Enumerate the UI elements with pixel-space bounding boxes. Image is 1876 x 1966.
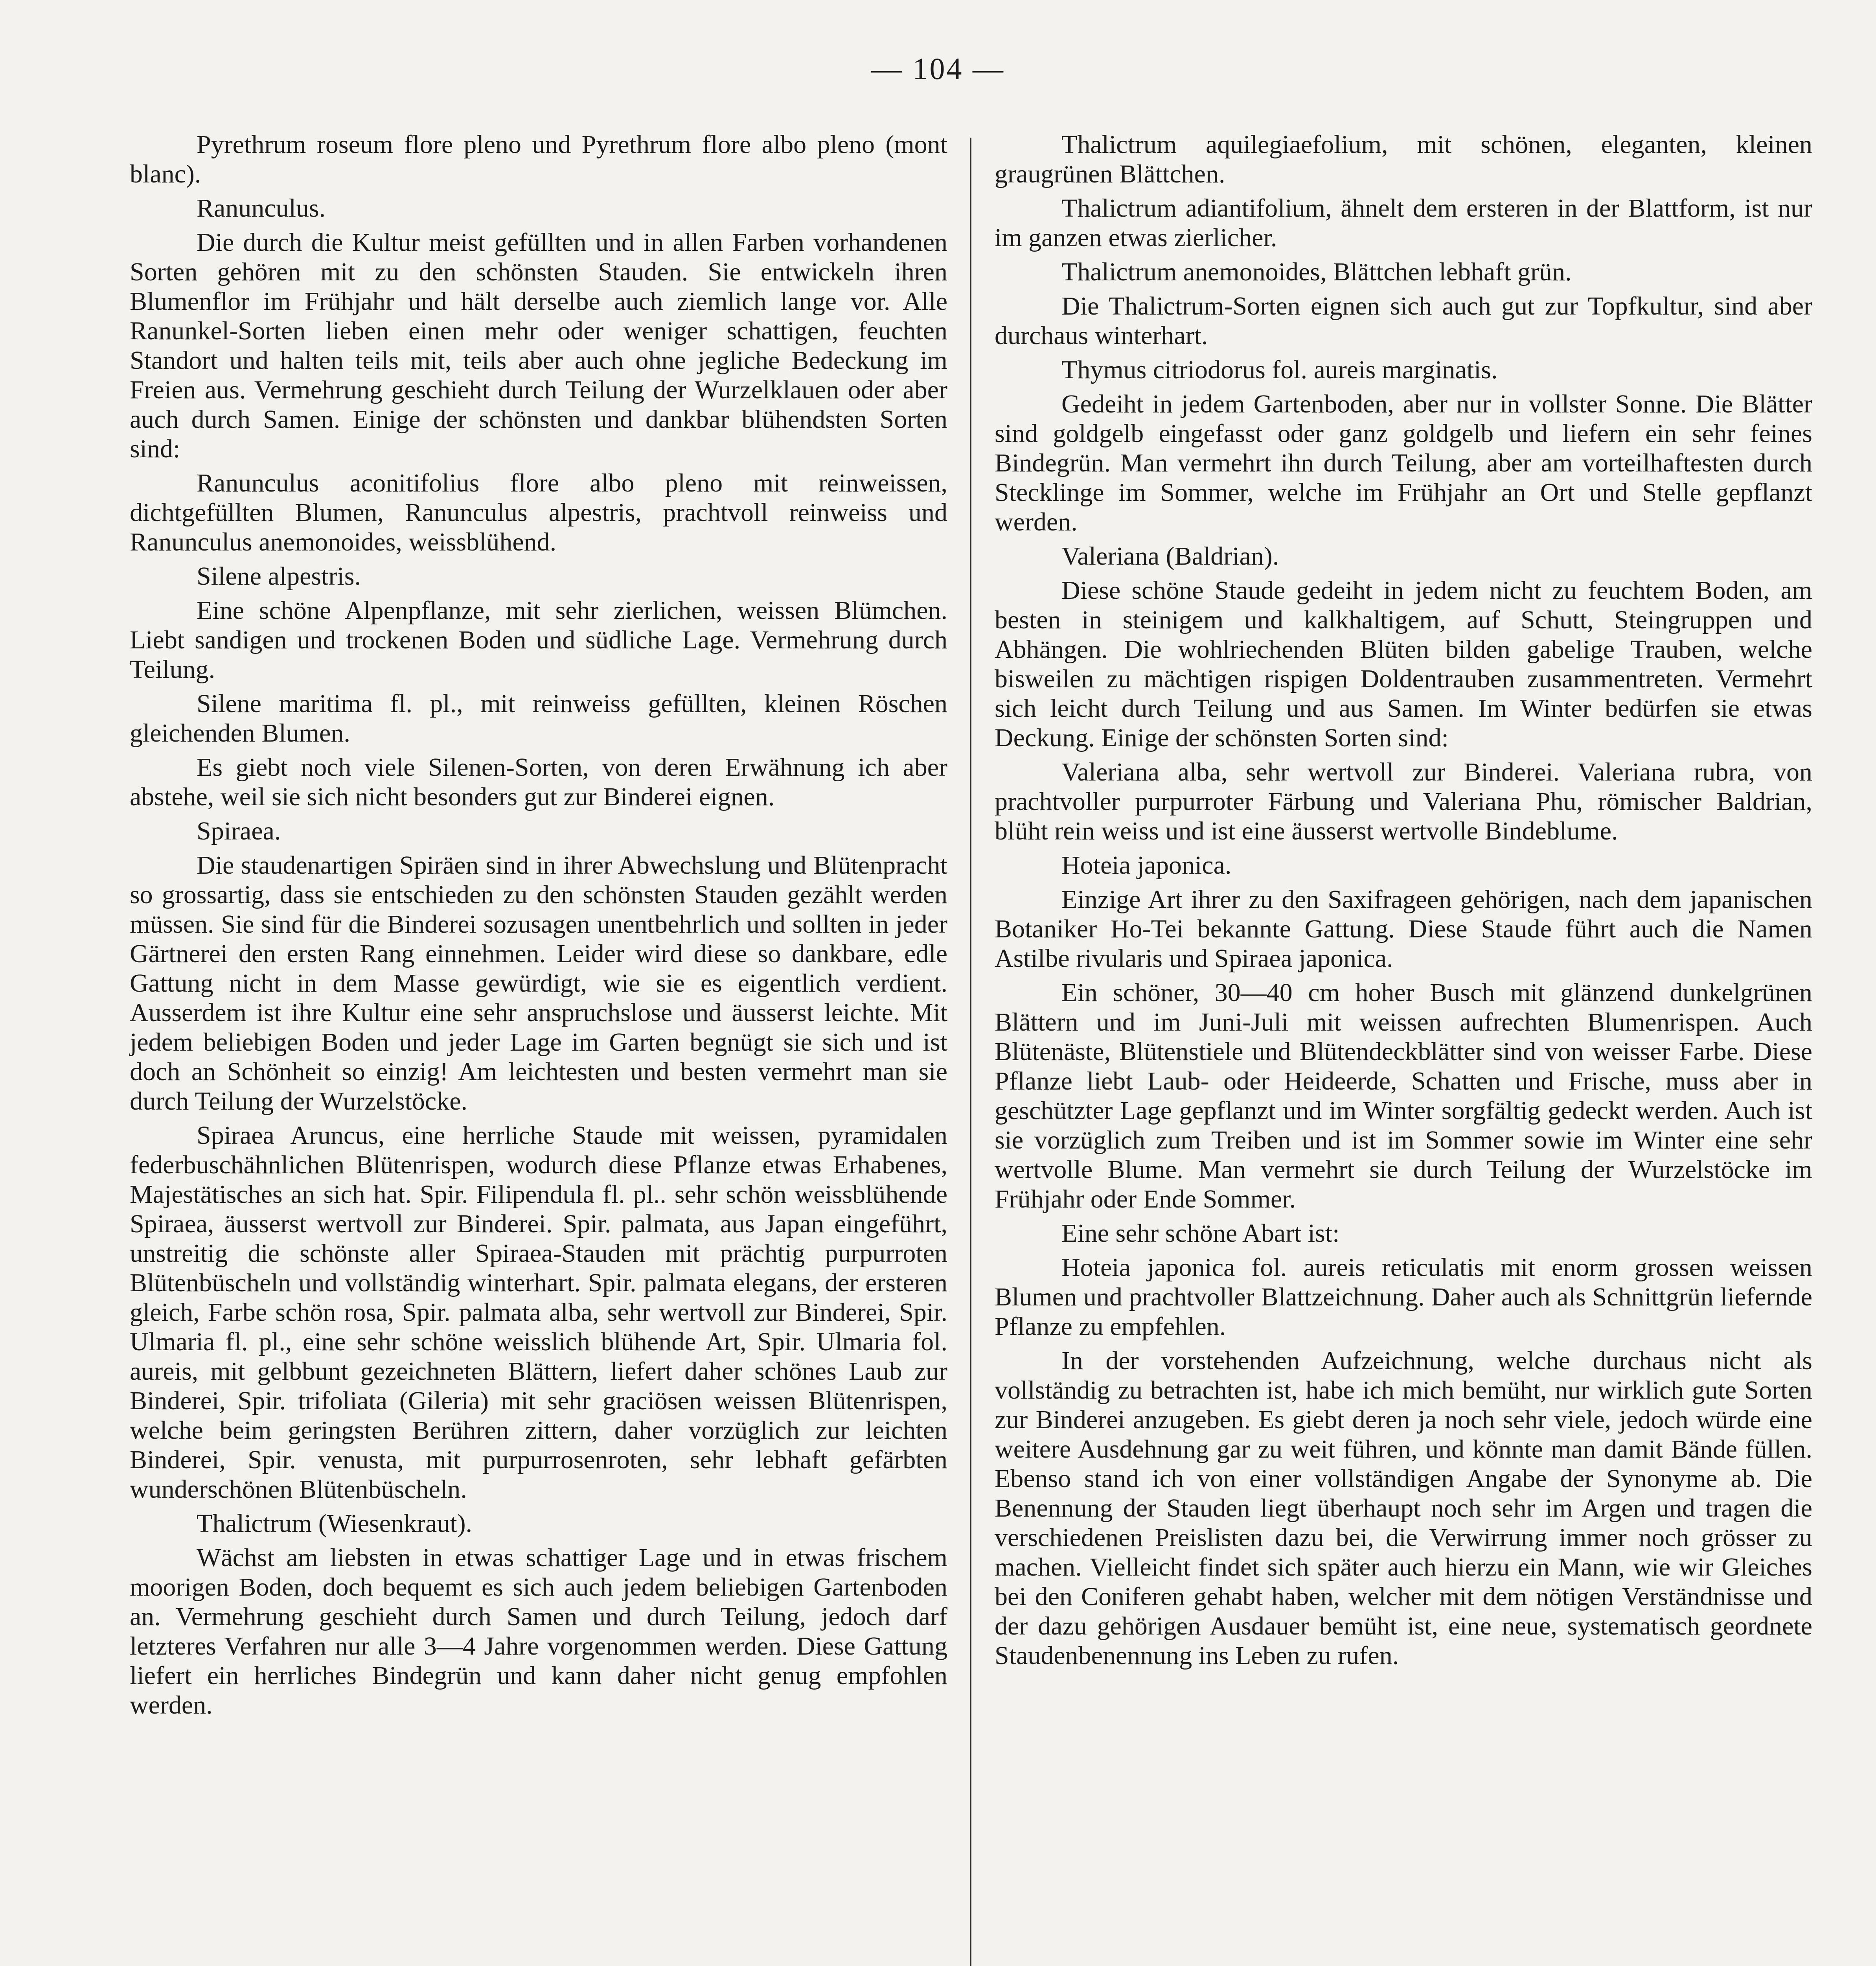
paragraph: Spiraea Aruncus, eine herrliche Staude mit weissen, pyramidalen federbuschähnlichen Blütenrispen, wodurch diese Pflanze etwas Erhabenes, Majestätisches an sich hat. Spir. Filipendula fl. pl.. sehr schön weissblühende Spiraea, äusserst wertvoll zur Binderei. Spir. palmata, aus Japan eingeführt, unstreitig die schönste aller Spiraea-Stauden mit prächtig purpurroten Blütenbüscheln und vollständig winterhart. Spir. palmata elegans, der ersteren gleich, Farbe schön rosa, Spir. palmata alba, sehr wertvoll zur Binderei, Spir. Ulmaria fl. pl., eine sehr schöne weisslich blühende Art, Spir. Ulmaria fol. aureis, mit gelbbunt gezeichneten Blättern, liefert daher schönes Laub zur Binderei, Spir. trifoliata (Gileria) mit sehr graciösen weissen Blütenrispen, welche beim geringsten Berühren zittern, daher vorzüglich zur leichten Binderei, Spir. venusta, mit purpurrosenroten, sehr lebhaft gefärbten wunderschönen Blütenbüscheln. xyxy=(130,1121,947,1504)
section-heading: Ranunculus. xyxy=(197,194,326,223)
paragraph: Eine schöne Alpenpflanze, mit sehr zierlichen, weissen Blümchen. Liebt sandigen und trockenen Boden und südliche Lage. Vermehrung durch Teilung. xyxy=(130,596,947,684)
paragraph: Pyrethrum roseum flore pleno und Pyrethrum flore albo pleno (mont blanc). xyxy=(130,130,947,188)
paragraph: Thalictrum adiantifolium, ähnelt dem ersteren in der Blattform, ist nur im ganzen etwas zierlicher. xyxy=(995,194,1812,252)
paragraph: In der vorstehenden Aufzeichnung, welche durchaus nicht als vollständig zu betrachten ist, habe ich mich bemüht, nur wirklich gute Sorten zur Binderei anzugeben. Es giebt deren ja noch sehr viele, jedoch würde eine weitere Ausdehnung gar zu weit führen, und könnte man damit Bände füllen. Ebenso stand ich von einer vollständigen Angabe der Synonyme ab. Die Benennung der Stauden liegt überhaupt noch sehr im Argen und tragen die verschiedenen Preislisten dazu bei, die Verwirrung immer noch grösser zu machen. Vielleicht findet sich später auch hierzu ein Mann, wie wir Gleiches bei den Coniferen gehabt haben, welcher mit dem nötigen Verständnisse und der dazu gehörigen Ausdauer bemüht ist, eine neue, systematisch geordnete Staudenbenennung ins Leben zu rufen. xyxy=(995,1346,1812,1670)
section-heading: Hoteia japonica. xyxy=(1061,851,1232,880)
section-heading: Spiraea. xyxy=(197,817,281,845)
paragraph: Ein schöner, 30—40 cm hoher Busch mit glänzend dunkelgrünen Blättern und im Juni-Juli mit weissen aufrechten Blumenrispen. Auch Blütenäste, Blütenstiele und Blütendeckblätter sind von weisser Farbe. Diese Pflanze liebt Laub- oder Heideerde, Schatten und Frische, muss aber in geschützter Lage gepflanzt und im Winter sorgfältig gedeckt werden. Auch ist sie vorzüglich zum Treiben und ist im Sommer sowie im Winter eine sehr wertvolle Blume. Man vermehrt sie durch Teilung der Wurzelstöcke im Frühjahr oder Ende Sommer. xyxy=(995,978,1812,1213)
right-column xyxy=(995,130,1812,1675)
paragraph: Die Thalictrum-Sorten eignen sich auch gut zur Topfkultur, sind aber durchaus winterhart. xyxy=(995,292,1812,350)
section-heading: Thalictrum (Wiesenkraut). xyxy=(197,1509,473,1538)
section-heading: Thymus citriodorus fol. aureis marginatis. xyxy=(1061,355,1498,384)
page-number: — 104 — xyxy=(871,52,1005,86)
section-heading: Valeriana (Baldrian). xyxy=(1061,542,1279,571)
column-divider xyxy=(970,138,971,1966)
paragraph: Eine sehr schöne Abart ist: xyxy=(1061,1219,1340,1248)
paragraph: Gedeiht in jedem Gartenboden, aber nur in vollster Sonne. Die Blätter sind goldgelb eingefasst oder ganz goldgelb und liefern ein sehr feines Bindegrün. Man vermehrt ihn durch Teilung, aber am vorteilhaftesten durch Stecklinge im Sommer, welche im Frühjahr an Ort und Stelle gepflanzt werden. xyxy=(995,390,1812,536)
paragraph: Silene maritima fl. pl., mit reinweiss gefüllten, kleinen Röschen gleichenden Blumen. xyxy=(130,689,947,747)
paragraph: Es giebt noch viele Silenen-Sorten, von deren Erwähnung ich aber abstehe, weil sie sich nicht besonders gut zur Binderei eignen. xyxy=(130,753,947,811)
paragraph: Hoteia japonica fol. aureis reticulatis mit enorm grossen weissen Blumen und prachtvoller Blattzeichnung. Daher auch als Schnittgrün liefernde Pflanze zu empfehlen. xyxy=(995,1253,1812,1341)
paragraph: Wächst am liebsten in etwas schattiger Lage und in etwas frischem moorigen Boden, doch bequemt es sich auch jedem beliebigen Gartenboden an. Vermehrung geschieht durch Samen und durch Teilung, jedoch darf letzteres Verfahren nur alle 3—4 Jahre vorgenommen werden. Diese Gattung liefert ein herrliches Bindegrün und kann daher nicht genug empfohlen werden. xyxy=(130,1543,947,1719)
paragraph: Valeriana alba, sehr wertvoll zur Binderei. Valeriana rubra, von prachtvoller purpurroter Färbung und Valeriana Phu, römischer Baldrian, blüht rein weiss und ist eine äusserst wertvolle Bindeblume. xyxy=(995,758,1812,845)
paragraph: Die durch die Kultur meist gefüllten und in allen Farben vorhandenen Sorten gehören mit zu den schönsten Stauden. Sie entwickeln ihren Blumenflor im Frühjahr und hält derselbe auch ziemlich lange vor. Alle Ranunkel-Sorten lieben einen mehr oder weniger schattigen, feuchten Standort und halten teils mit, teils aber auch ohne jegliche Bedeckung im Freien aus. Vermehrung geschieht durch Teilung der Wurzelklauen oder aber auch durch Samen. Einige der schönsten und dankbar blühendsten Sorten sind: xyxy=(130,228,947,463)
left-column xyxy=(130,130,947,1725)
paragraph: Die staudenartigen Spiräen sind in ihrer Abwechslung und Blütenpracht so grossartig, dass sie entschieden zu den schönsten Stauden gezählt werden müssen. Sie sind für die Binderei sozusagen unentbehrlich und sollten in jeder Gärtnerei den ersten Rang einnehmen. Leider wird diese so dankbare, edle Gattung nicht in dem Masse gewürdigt, wie sie es eigentlich verdient. Ausserdem ist ihre Kultur eine sehr anspruchslose und äusserst leichte. Mit jedem beliebigen Boden und jeder Lage im Garten begnügt sie sich und ist doch an Schönheit so einzig! Am leichtesten und besten vermehrt man sie durch Teilung der Wurzelstöcke. xyxy=(130,851,947,1116)
paragraph: Thalictrum anemonoides, Blättchen lebhaft grün. xyxy=(1061,258,1572,286)
paragraph: Diese schöne Staude gedeiht in jedem nicht zu feuchtem Boden, am besten in steinigem und kalkhaltigem, auf Schutt, Steingruppen und Abhängen. Die wohlriechenden Blüten bilden gabelige Trauben, welche bisweilen zu mächtigen rispigen Doldentrauben zusammentreten. Vermehrt sich leicht durch Teilung und aus Samen. Im Winter bedürfen sie etwas Deckung. Einige der schönsten Sorten sind: xyxy=(995,576,1812,752)
paragraph: Einzige Art ihrer zu den Saxifrageen gehörigen, nach dem japanischen Botaniker Ho-Tei bekannte Gattung. Diese Staude führt auch die Namen Astilbe rivularis und Spiraea japonica. xyxy=(995,885,1812,973)
paragraph: Ranunculus aconitifolius flore albo pleno mit reinweissen, dichtgefüllten Blumen, Ranunculus alpestris, prachtvoll reinweiss und Ranunculus anemonoides, weissblühend. xyxy=(130,469,947,556)
section-heading: Silene alpestris. xyxy=(197,562,361,591)
paragraph: Thalictrum aquilegiaefolium, mit schönen, eleganten, kleinen graugrünen Blättchen. xyxy=(995,130,1812,188)
